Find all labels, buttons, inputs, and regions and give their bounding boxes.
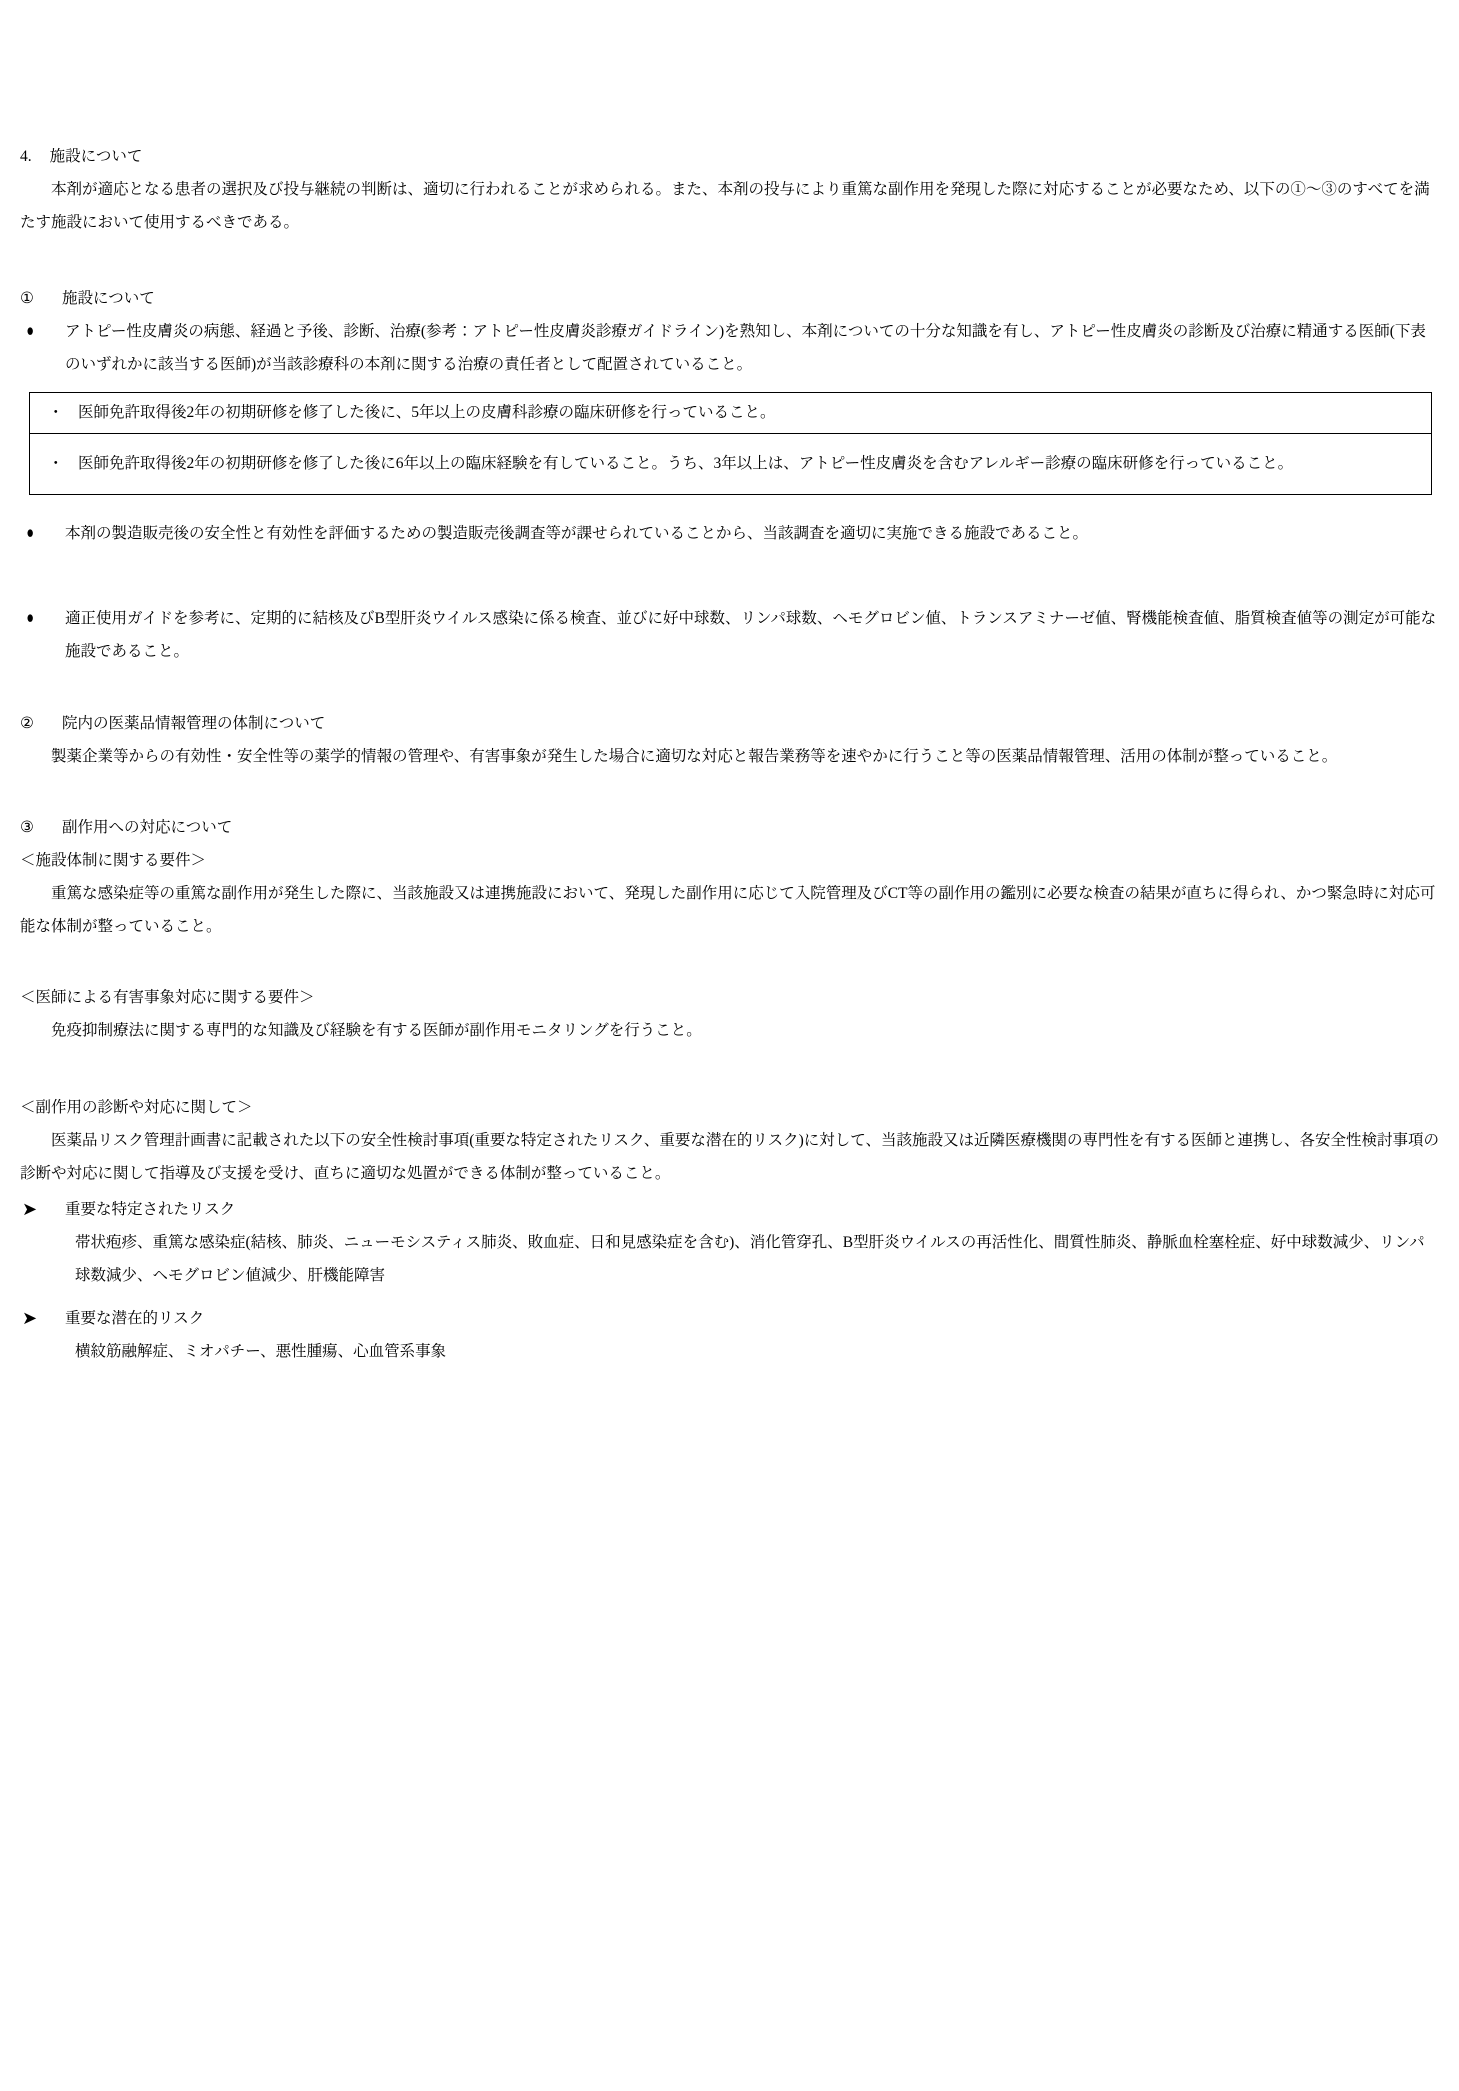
- subsection-heading: [20, 811, 1440, 844]
- subsection-title: 院内の医薬品情報管理の体制について: [62, 715, 326, 732]
- risk-items: 横紋筋融解症、ミオパチー、悪性腫瘍、心血管系事象: [75, 1343, 447, 1360]
- table-cell-text: 医師免許取得後2年の初期研修を修了した後に、5年以上の皮膚科診療の臨床研修を行っていること。: [78, 404, 776, 421]
- circled-number-2: ②: [20, 715, 34, 732]
- circled-number-1: ①: [20, 290, 34, 307]
- section-heading: [20, 140, 1440, 173]
- bullet-icon: ●: [26, 322, 35, 341]
- bullet-item: [20, 315, 1440, 381]
- bullet-icon: ●: [26, 609, 35, 628]
- risk-label: 重要な特定されたリスク: [65, 1201, 236, 1218]
- physician-criteria-table: [29, 392, 1432, 495]
- bullet-item: [20, 602, 1440, 668]
- paragraph: 医薬品リスク管理計画書に記載された以下の安全性検討事項(重要な特定されたリスク、重要な潜在的リスク)に対して、当該施設又は近隣医療機関の専門性を有する医師と連携し、各安全性検討事項の診断や対応に関して指導及び支援を受け、直ちに適切な処置ができる体制が整っていること。: [20, 1132, 1439, 1182]
- subsection-adverse-reactions: [20, 811, 1440, 1368]
- bullet-text: アトピー性皮膚炎の病態、経過と予後、診断、治療(参考：アトピー性皮膚炎診療ガイドライン)を熟知し、本剤についての十分な知識を有し、アトピー性皮膚炎の診断及び治療に精通する医師(下表のいずれかに該当する医師)が当該診療科の本剤に関する治療の責任者として配置されていること。: [65, 323, 1426, 373]
- risk-items: 帯状疱疹、重篤な感染症(結核、肺炎、ニューモシスティス肺炎、敗血症、日和見感染症を含む)、消化管穿孔、B型肝炎ウイルスの再活性化、間質性肺炎、静脈血栓塞栓症、好中球数減少、リンパ球数減少、ヘモグロビン値減少、肝機能障害: [75, 1234, 1425, 1284]
- list-dot-icon: ・: [48, 404, 64, 421]
- section-title: 施設について: [49, 148, 143, 165]
- requirement-heading: ＜医師による有害事象対応に関する要件＞: [20, 989, 315, 1006]
- list-dot-icon: ・: [48, 455, 64, 472]
- risk-item: [20, 1302, 1440, 1335]
- subsection-heading: [20, 282, 1440, 315]
- bullet-text: 適正使用ガイドを参考に、定期的に結核及びB型肝炎ウイルス感染に係る検査、並びに好中球数、リンパ球数、ヘモグロビン値、トランスアミナーゼ値、腎機能検査値、脂質検査値等の測定が可能な施設であること。: [65, 610, 1437, 660]
- table-row: [30, 393, 1432, 434]
- arrow-bullet-icon: ➤: [22, 1308, 38, 1328]
- bullet-icon: ●: [26, 524, 35, 543]
- risk-label: 重要な潜在的リスク: [65, 1310, 205, 1327]
- risk-item: [20, 1193, 1440, 1226]
- subsection-title: 副作用への対応について: [62, 819, 233, 836]
- intro-paragraph: 本剤が適応となる患者の選択及び投与継続の判断は、適切に行われることが求められる。また、本剤の投与により重篤な副作用を発現した際に対応することが必要なため、以下の①～③のすべてを満たす施設において使用するべきである。: [20, 181, 1430, 231]
- bullet-text: 本剤の製造販売後の安全性と有効性を評価するための製造販売後調査等が課せられていることから、当該調査を適切に実施できる施設であること。: [65, 525, 1089, 542]
- paragraph: 製薬企業等からの有効性・安全性等の薬学的情報の管理や、有害事象が発生した場合に適切な対応と報告業務等を速やかに行うこと等の医薬品情報管理、活用の体制が整っていること。: [51, 748, 1338, 765]
- requirement-heading: ＜副作用の診断や対応に関して＞: [20, 1099, 253, 1116]
- arrow-bullet-icon: ➤: [22, 1199, 38, 1219]
- bullet-item: [20, 517, 1440, 550]
- table-row: [30, 434, 1432, 495]
- table-cell-text: 医師免許取得後2年の初期研修を修了した後に6年以上の臨床経験を有していること。うち、3年以上は、アトピー性皮膚炎を含むアレルギー診療の臨床研修を行っていること。: [78, 455, 1294, 472]
- paragraph: 免疫抑制療法に関する専門的な知識及び経験を有する医師が副作用モニタリングを行うこと。: [51, 1022, 702, 1039]
- circled-number-3: ③: [20, 819, 34, 836]
- subsection-heading: [20, 707, 1440, 740]
- subsection-facility: [20, 282, 1440, 668]
- subsection-drug-information: [20, 707, 1440, 773]
- subsection-title: 施設について: [62, 290, 155, 307]
- paragraph: 重篤な感染症等の重篤な副作用が発生した際に、当該施設又は連携施設において、発現した副作用に応じて入院管理及びCT等の副作用の鑑別に必要な検査の結果が直ちに得られ、かつ緊急時に対応可能な体制が整っていること。: [20, 885, 1436, 935]
- requirement-heading: ＜施設体制に関する要件＞: [20, 852, 207, 869]
- section-number: 4.: [20, 148, 32, 165]
